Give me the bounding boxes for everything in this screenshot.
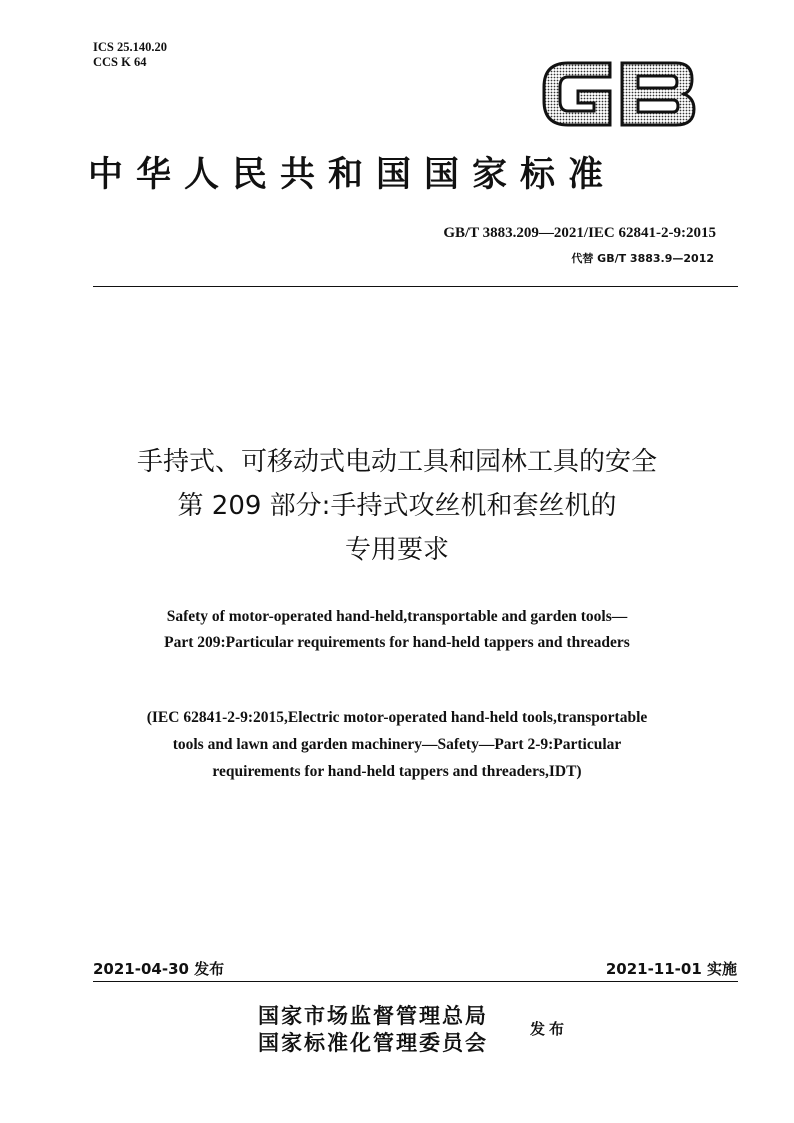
ics-code: ICS 25.140.20 [93,40,167,54]
ccs-code: CCS K 64 [93,55,147,69]
issuer-name: 国家标准化管理委员会 [258,1030,488,1055]
implementation-date: 2021-11-01 实施 [605,960,737,978]
header-divider [93,286,738,287]
english-title-line: Part 209:Particular requirements for hand-held tappers and threaders [164,634,630,651]
chinese-title-line: 专用要求 [344,535,449,565]
iec-reference-line: requirements for hand-held tappers and threaders,IDT) [212,763,582,780]
chinese-title [60,440,734,572]
iec-reference-line: (IEC 62841-2-9:2015,Electric motor-operated hand-held tools,transportable [146,709,648,726]
classification-codes [93,40,167,70]
english-title [60,604,734,656]
chinese-title-line: 手持式、可移动式电动工具和园林工具的安全 [136,447,657,477]
iec-reference-line: tools and lawn and garden machinery—Safety—Part 2-9:Particular [172,736,622,753]
issue-date: 2021-04-30 发布 [93,960,225,978]
footer-divider [93,981,738,982]
issuing-authorities [258,1002,488,1056]
publish-label: 发布 [530,1020,569,1038]
english-title-line: Safety of motor-operated hand-held,transportable and garden tools— [166,608,628,625]
iec-reference [60,704,734,785]
standard-number: GB/T 3883.209—2021/IEC 62841-2-9:2015 [443,225,716,241]
replaces-standard: 代替 GB/T 3883.9—2012 [571,252,714,265]
chinese-title-line: 第 209 部分:手持式攻丝机和套丝机的 [177,491,617,521]
gb-logo [538,55,698,133]
national-standard-title: 中华人民共和国国家标准 [88,154,617,195]
issuer-name: 国家市场监督管理总局 [258,1003,488,1028]
